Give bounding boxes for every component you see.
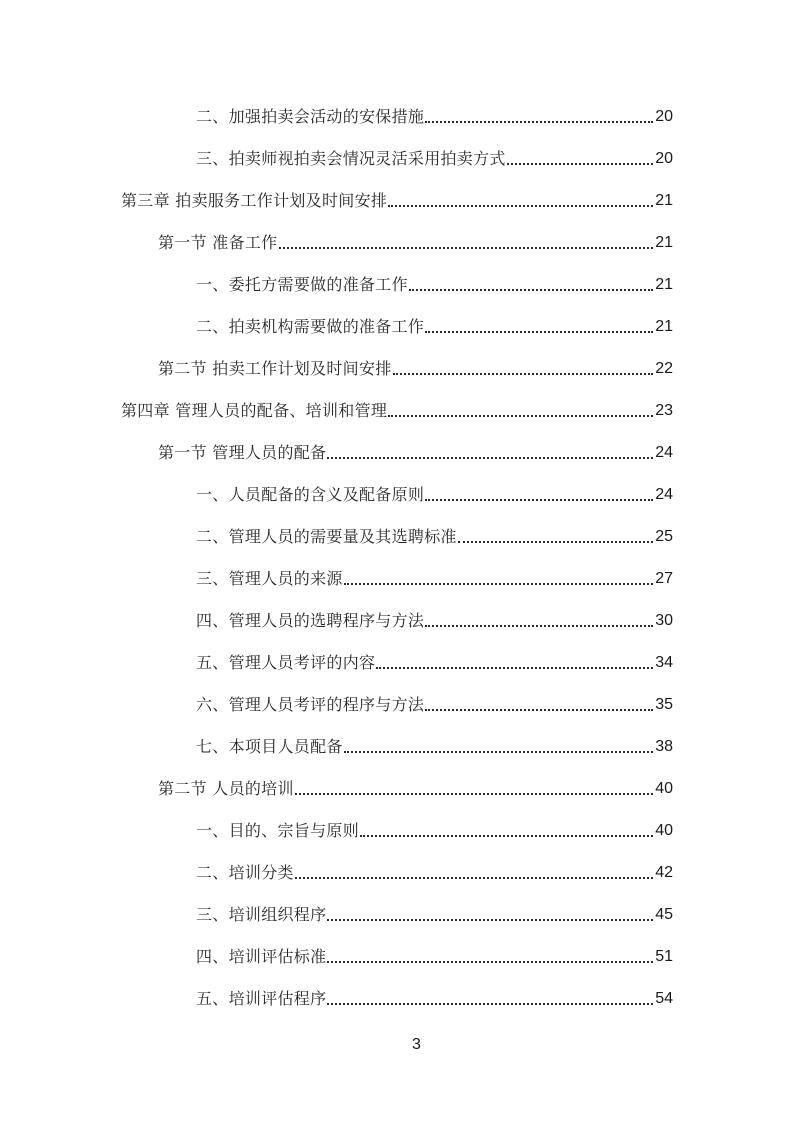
toc-entry[interactable] — [196, 900, 673, 930]
dot-leader — [409, 270, 653, 300]
dot-leader — [388, 396, 653, 426]
toc-entry[interactable] — [196, 270, 673, 300]
dot-leader — [327, 438, 653, 468]
toc-entry-title: 第四章 管理人员的配备、培训和管理 — [121, 401, 388, 420]
toc-entry-title: 六、管理人员考评的程序与方法 — [196, 695, 425, 714]
toc-entry[interactable] — [196, 312, 673, 342]
toc-entry-title: 一、委托方需要做的准备工作 — [196, 275, 408, 294]
toc-entry[interactable] — [196, 648, 673, 678]
dot-leader — [425, 312, 653, 342]
toc-entry-title: 五、管理人员考评的内容 — [196, 653, 376, 672]
dot-leader — [458, 522, 653, 552]
dot-leader — [344, 732, 653, 762]
toc-entry-title: 三、培训组织程序 — [196, 905, 327, 924]
toc-entry-section[interactable] — [158, 354, 673, 384]
toc-entry-title: 五、培训评估程序 — [196, 989, 327, 1008]
dot-leader — [360, 816, 653, 846]
toc-entry-title: 二、拍卖机构需要做的准备工作 — [196, 317, 425, 336]
dot-leader — [344, 564, 653, 594]
dot-leader — [425, 606, 653, 636]
toc-entry[interactable] — [196, 732, 673, 762]
toc-entry[interactable] — [196, 606, 673, 636]
toc-entry[interactable] — [196, 942, 673, 972]
toc-entry-title: 第二节 拍卖工作计划及时间安排 — [158, 359, 392, 378]
toc-entry-page: 21 — [655, 318, 673, 335]
toc-entry[interactable] — [196, 480, 673, 510]
dot-leader — [376, 648, 653, 678]
dot-leader — [388, 186, 653, 216]
toc-entry-title: 三、管理人员的来源 — [196, 569, 343, 588]
toc-entry-page: 40 — [655, 780, 673, 797]
toc-entry[interactable] — [196, 564, 673, 594]
dot-leader — [425, 480, 653, 510]
toc-entry-title: 第一节 管理人员的配备 — [158, 443, 327, 462]
toc-entry-page: 45 — [655, 906, 673, 923]
dot-leader — [425, 690, 653, 720]
toc-entry-title: 三、拍卖师视拍卖会情况灵活采用拍卖方式 — [196, 149, 506, 168]
toc-entry[interactable] — [196, 102, 673, 132]
dot-leader — [327, 984, 653, 1014]
toc-entry-page: 54 — [655, 990, 673, 1007]
toc-entry-title: 第二节 人员的培训 — [158, 779, 294, 798]
dot-leader — [295, 774, 653, 804]
toc-entry[interactable] — [196, 144, 673, 174]
toc-entry-page: 34 — [655, 654, 673, 671]
toc-entry-title: 一、目的、宗旨与原则 — [196, 821, 360, 840]
dot-leader — [393, 354, 653, 384]
toc-entry-page: 22 — [655, 360, 673, 377]
toc-entry[interactable] — [196, 858, 673, 888]
toc-entry-page: 25 — [655, 528, 673, 545]
toc-entry-title: 四、管理人员的选聘程序与方法 — [196, 611, 425, 630]
dot-leader — [507, 144, 653, 174]
dot-leader — [279, 228, 654, 258]
toc-entry-page: 40 — [655, 822, 673, 839]
toc-entry-title: 第一节 准备工作 — [158, 233, 278, 252]
toc-entry-page: 51 — [655, 948, 673, 965]
toc-entry-page: 20 — [655, 108, 673, 125]
toc-entry-title: 二、加强拍卖会活动的安保措施 — [196, 107, 425, 126]
toc-entry-title: 第三章 拍卖服务工作计划及时间安排 — [121, 191, 388, 210]
toc-entry[interactable] — [196, 816, 673, 846]
toc-entry-title: 四、培训评估标准 — [196, 947, 327, 966]
toc-entry-page: 24 — [655, 444, 673, 461]
toc-entry[interactable] — [196, 984, 673, 1014]
toc-entry-page: 20 — [655, 150, 673, 167]
toc-entry[interactable] — [196, 522, 673, 552]
toc-entry-page: 27 — [655, 570, 673, 587]
toc-entry[interactable] — [196, 690, 673, 720]
toc-entry-page: 30 — [655, 612, 673, 629]
toc-entry-chapter[interactable] — [121, 396, 673, 426]
page-number: 3 — [412, 1036, 421, 1053]
toc-entry-page: 21 — [655, 192, 673, 209]
toc-entry-title: 二、培训分类 — [196, 863, 294, 882]
toc-entry-section[interactable] — [158, 438, 673, 468]
toc-entry-page: 35 — [655, 696, 673, 713]
toc-entry-title: 一、人员配备的含义及配备原则 — [196, 485, 425, 504]
dot-leader — [425, 102, 653, 132]
dot-leader — [295, 858, 653, 888]
toc-entry-page: 38 — [655, 738, 673, 755]
toc-entry-page: 42 — [655, 864, 673, 881]
toc-entry-page: 24 — [655, 486, 673, 503]
toc-entry-page: 23 — [655, 402, 673, 419]
toc-entry-chapter[interactable] — [121, 186, 673, 216]
toc-entry-title: 二、管理人员的需要量及其选聘标准 — [196, 527, 457, 546]
toc-entry-title: 七、本项目人员配备 — [196, 737, 343, 756]
toc-entry-section[interactable] — [158, 228, 673, 258]
dot-leader — [327, 942, 653, 972]
toc-entry-section[interactable] — [158, 774, 673, 804]
dot-leader — [327, 900, 653, 930]
toc-entry-page: 21 — [655, 234, 673, 251]
toc-entry-page: 21 — [655, 276, 673, 293]
